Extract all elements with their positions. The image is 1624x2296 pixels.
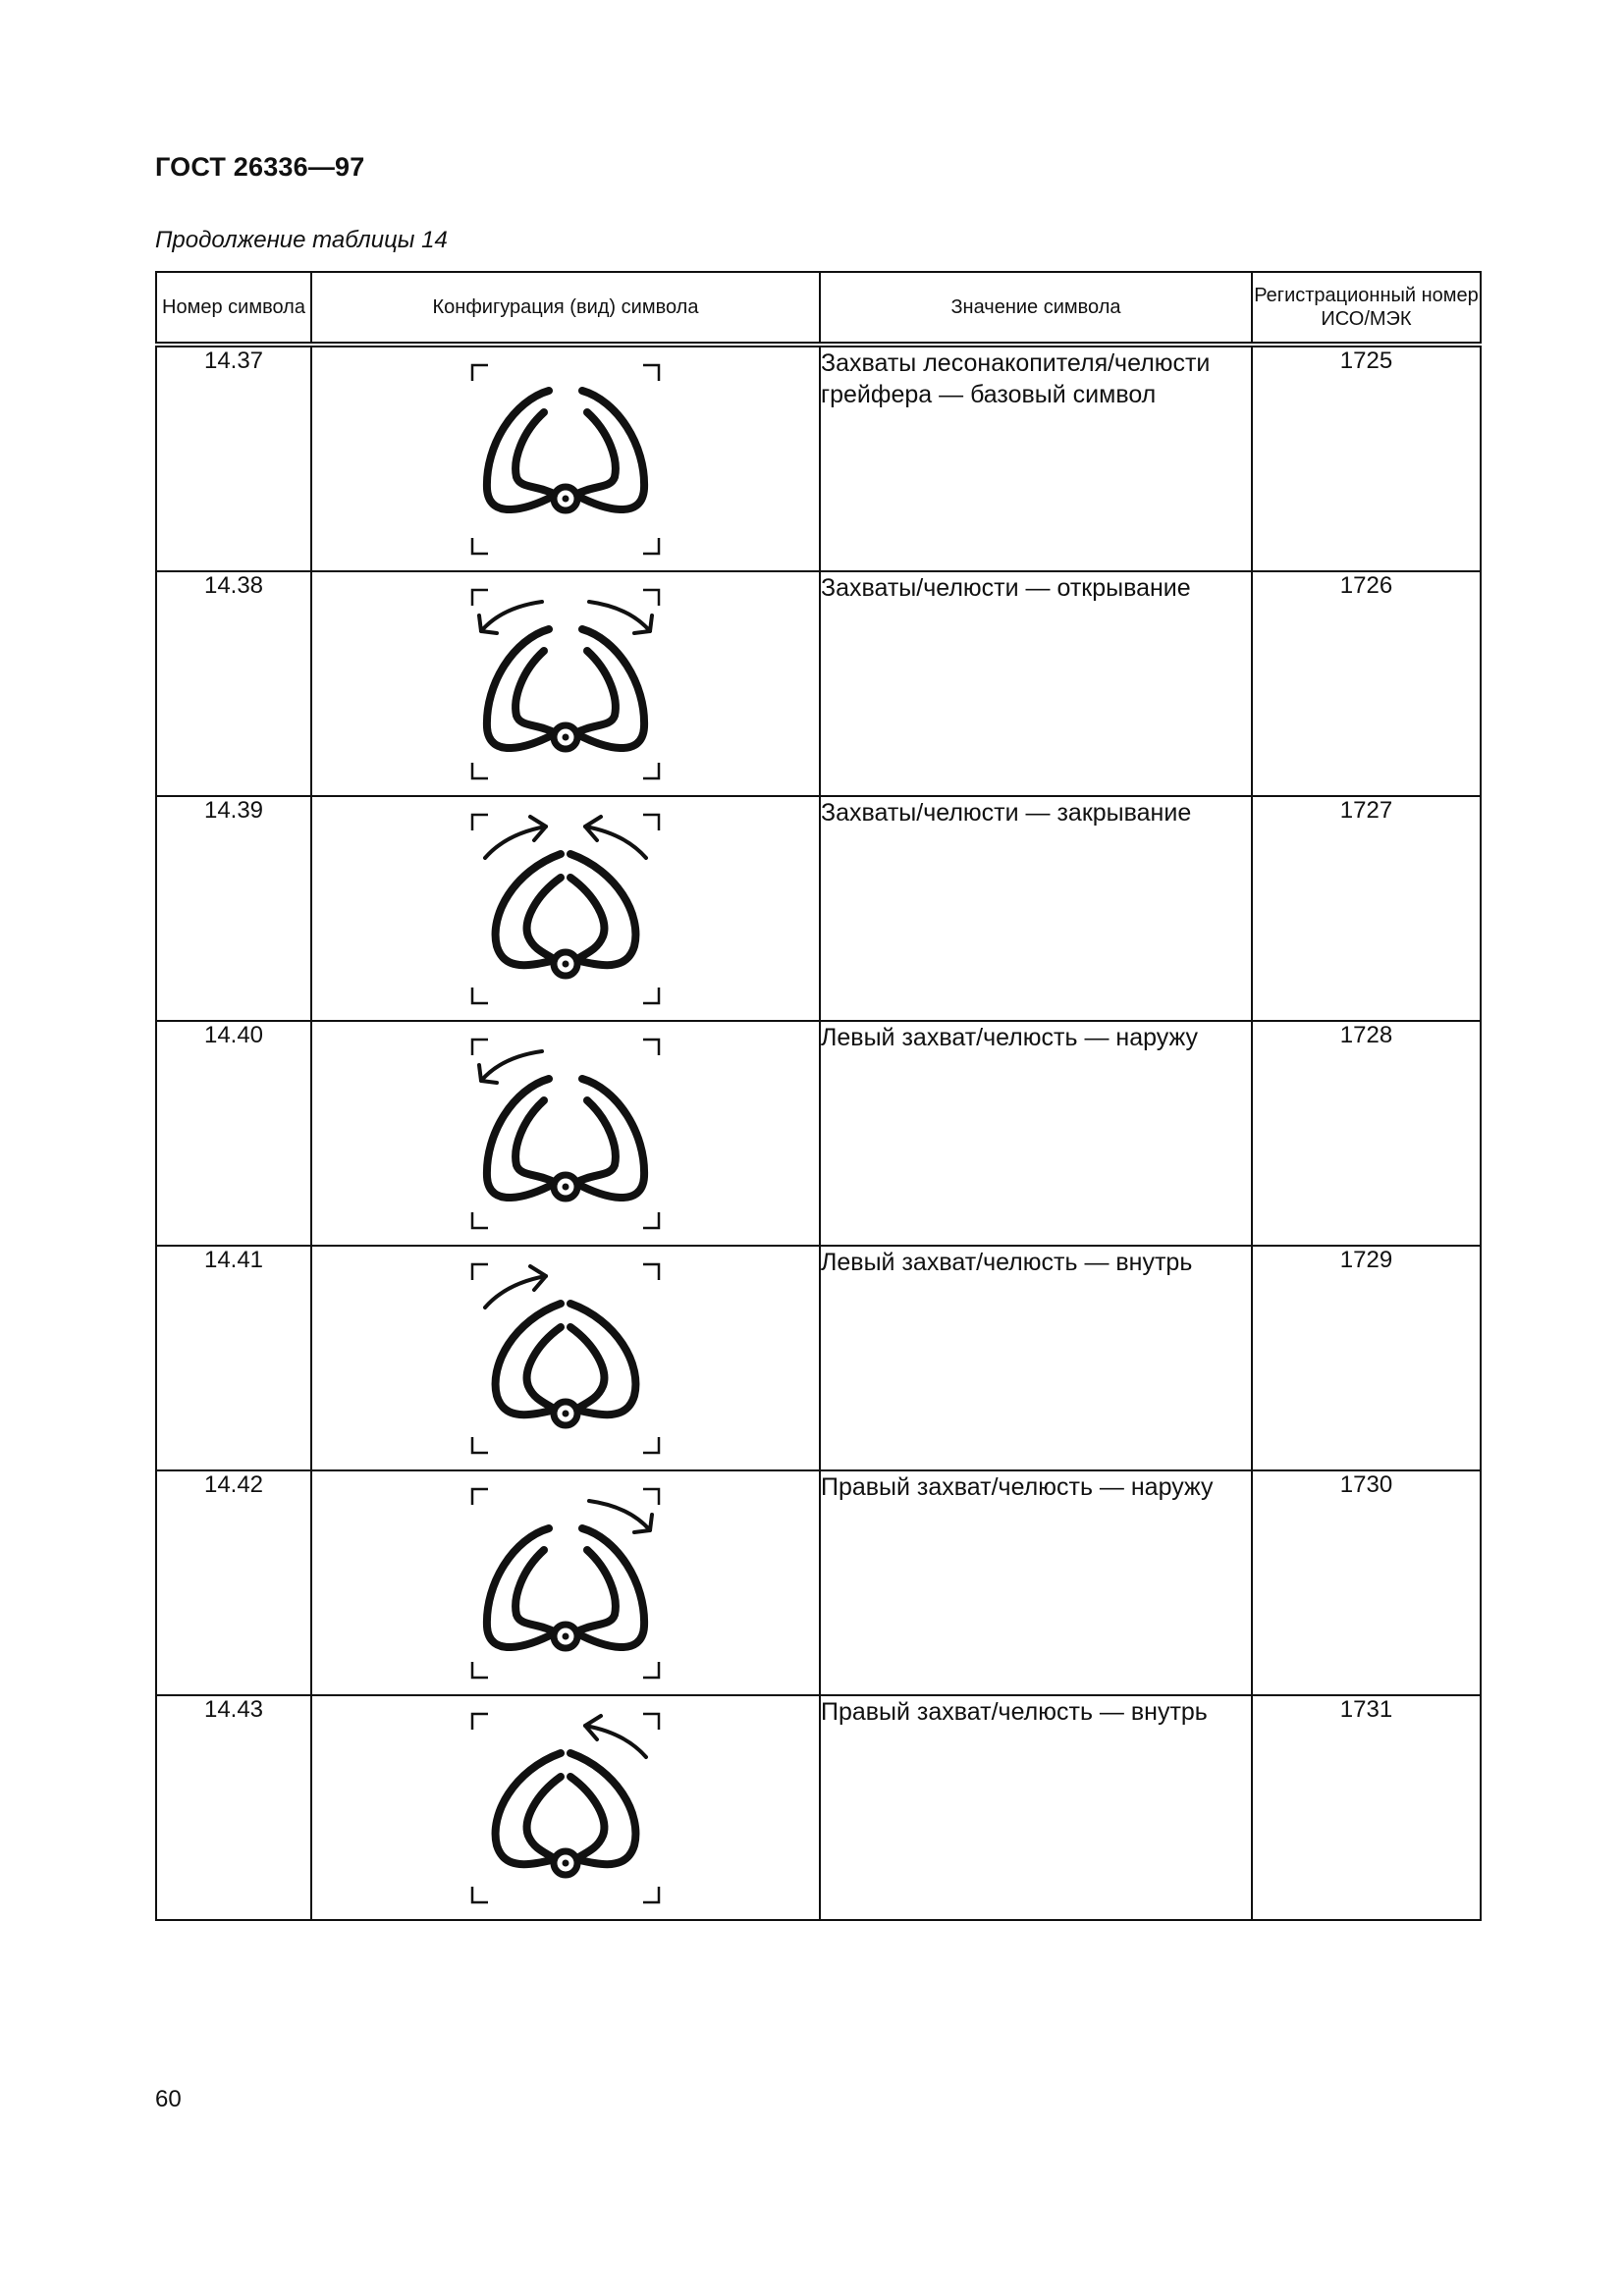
column-header-registration: Регистрационный номер ИСО/МЭК (1252, 272, 1481, 345)
page-number: 60 (155, 2086, 182, 2112)
symbol-meaning: Правый захват/челюсть — внутрь (820, 1695, 1252, 1920)
table-row (156, 571, 1481, 796)
table-row (156, 1246, 1481, 1470)
registration-number: 1731 (1252, 1695, 1481, 1920)
symbol-number: 14.42 (156, 1470, 311, 1695)
column-header-configuration: Конфигурация (вид) символа (311, 272, 820, 345)
symbol-number: 14.41 (156, 1246, 311, 1470)
table-row (156, 796, 1481, 1021)
symbol-number: 14.37 (156, 345, 311, 571)
grapple-base-icon (312, 347, 819, 570)
document-code: ГОСТ 26336—97 (155, 152, 365, 182)
symbol-meaning: Левый захват/челюсть — наружу (820, 1021, 1252, 1246)
symbol-meaning: Захваты/челюсти — закрывание (820, 796, 1252, 1021)
symbol-number: 14.39 (156, 796, 311, 1021)
left-jaw-inward-icon (312, 1247, 819, 1469)
table-row (156, 1695, 1481, 1920)
grapple-close-icon (312, 797, 819, 1020)
symbol-number: 14.40 (156, 1021, 311, 1246)
symbol-meaning: Левый захват/челюсть — внутрь (820, 1246, 1252, 1470)
symbol-meaning: Правый захват/челюсть — наружу (820, 1470, 1252, 1695)
column-header-number: Номер символа (156, 272, 311, 345)
registration-number: 1730 (1252, 1470, 1481, 1695)
symbol-meaning: Захваты лесонакопителя/челюсти грейфера — базовый символ (820, 345, 1252, 571)
right-jaw-outward-icon (312, 1471, 819, 1694)
table-row (156, 345, 1481, 571)
table-header-row (156, 272, 1481, 345)
table-row (156, 1470, 1481, 1695)
symbols-table (155, 271, 1482, 1921)
symbol-number: 14.43 (156, 1695, 311, 1920)
symbol-meaning: Захваты/челюсти — открывание (820, 571, 1252, 796)
right-jaw-inward-icon (312, 1696, 819, 1919)
registration-number: 1727 (1252, 796, 1481, 1021)
registration-number: 1728 (1252, 1021, 1481, 1246)
grapple-open-icon (312, 572, 819, 795)
registration-number: 1729 (1252, 1246, 1481, 1470)
registration-number: 1725 (1252, 345, 1481, 571)
left-jaw-outward-icon (312, 1022, 819, 1245)
column-header-meaning: Значение символа (820, 272, 1252, 345)
table-row (156, 1021, 1481, 1246)
table-continuation-caption: Продолжение таблицы 14 (155, 227, 448, 253)
registration-number: 1726 (1252, 571, 1481, 796)
symbol-number: 14.38 (156, 571, 311, 796)
